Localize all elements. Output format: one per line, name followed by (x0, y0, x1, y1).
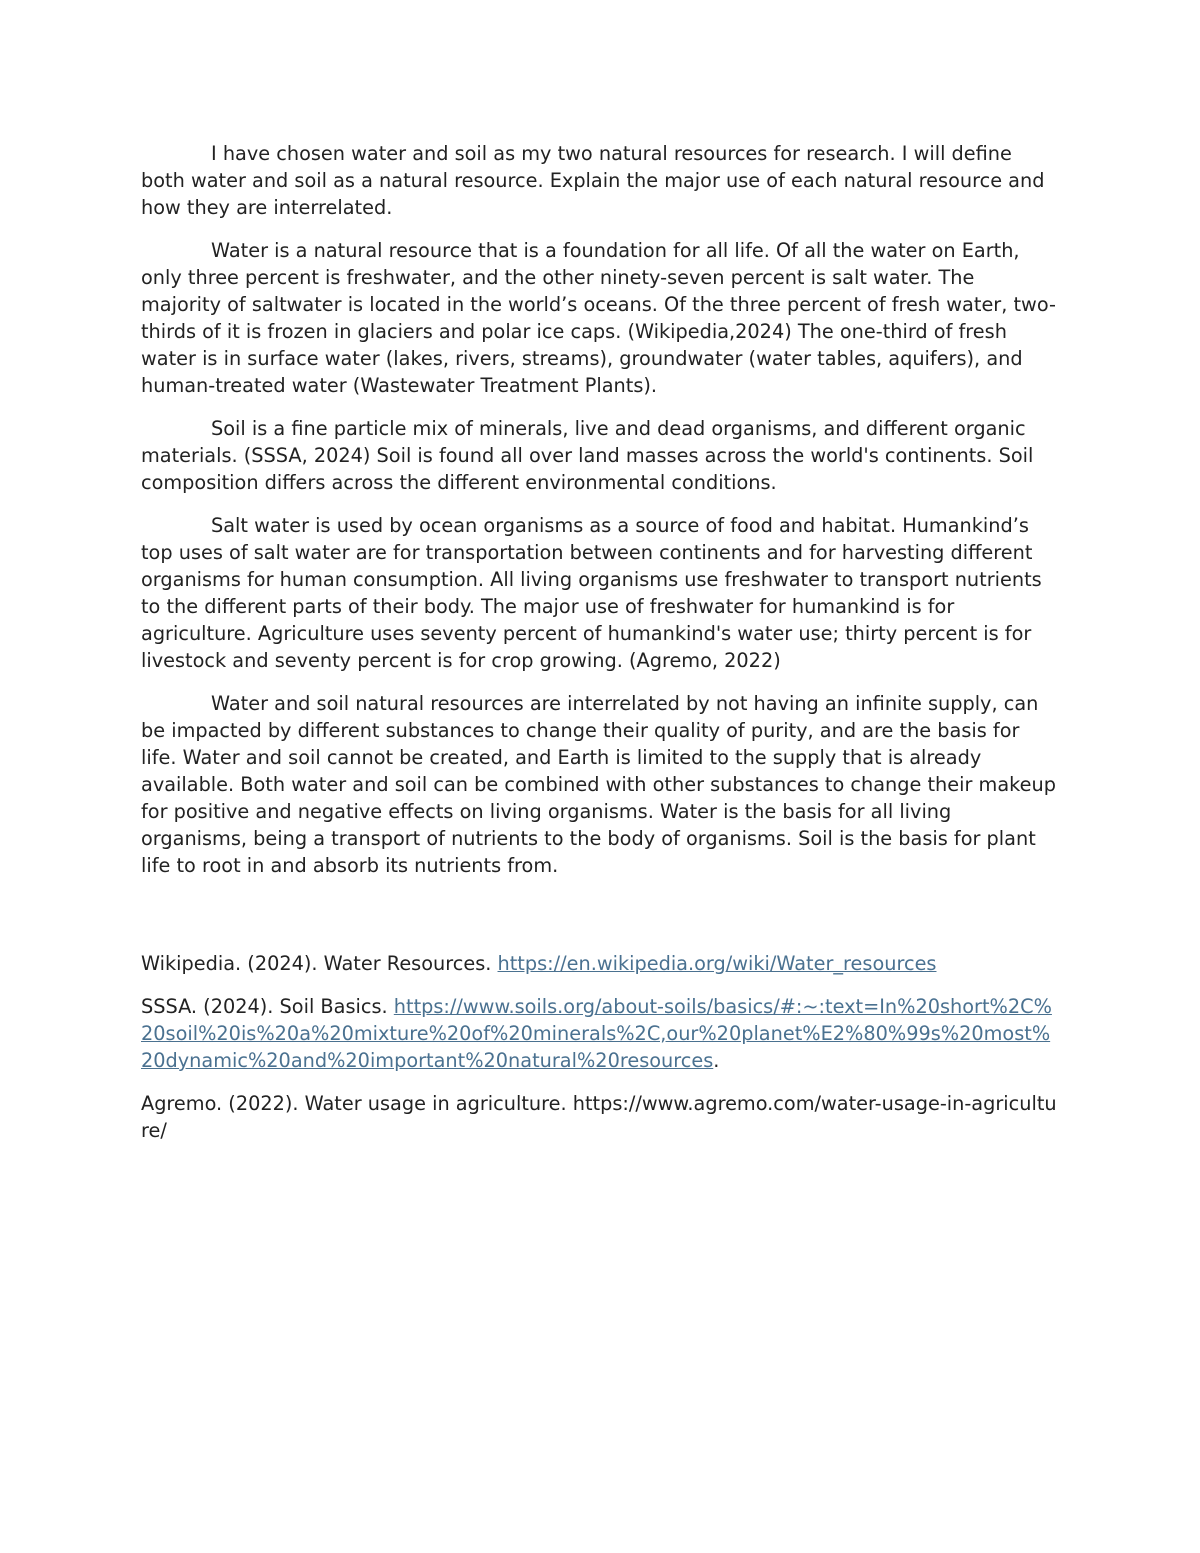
paragraph-interrelated: Water and soil natural resources are interrelated by not having an infinite supply, can be impacted by different substances to change their quality of purity, and are the basis for life. Water and soil cannot be created, and Earth is limited to the supply that is already available. Both water and soil can be combined with other substances to change their makeup for positive and negative effects on living organisms. Water is the basis for all living organisms, being a transport of nutrients to the body of organisms. Soil is the basis for plant life to root in and absorb its nutrients from. (141, 692, 1056, 877)
reference-citation: SSSA. (2024). Soil Basics. (141, 995, 394, 1018)
reference-agremo (141, 1090, 1059, 1144)
reference-sssa (141, 993, 1059, 1074)
paragraph-water: Water is a natural resource that is a foundation for all life. Of all the water on Earth, only three percent is freshwater, and the other ninety-seven percent is salt water. The majority of saltwater is located in the world’s oceans. Of the three percent of fresh water, two-thirds of it is frozen in glaciers and polar ice caps. (Wikipedia,2024) The one-third of fresh water is in surface water (lakes, rivers, streams), groundwater (water tables, aquifers), and human-treated water (Wastewater Treatment Plants). (141, 239, 1056, 397)
reference-suffix: . (713, 1049, 720, 1072)
reference-citation: Wikipedia. (2024). Water Resources. (141, 952, 498, 975)
reference-url: https://www.agremo.com/water-usage-in-agriculture/ (141, 1092, 1057, 1142)
reference-link[interactable]: https://en.wikipedia.org/wiki/Water_resources (497, 952, 937, 975)
document-body (141, 140, 1059, 1160)
paragraph-intro: I have chosen water and soil as my two natural resources for research. I will define both water and soil as a natural resource. Explain the major use of each natural resource and how they are interrelated. (141, 142, 1045, 219)
reference-wikipedia (141, 950, 1059, 977)
paragraph-soil: Soil is a fine particle mix of minerals, live and dead organisms, and different organic materials. (SSSA, 2024) Soil is found all over land masses across the world's continents. Soil composition differs across the different environmental conditions. (141, 417, 1034, 494)
paragraph-uses: Salt water is used by ocean organisms as a source of food and habitat. Humankind’s top uses of salt water are for transportation between continents and for harvesting different organisms for human consumption. All living organisms use freshwater to transport nutrients to the different parts of their body. The major use of freshwater for humankind is for agriculture. Agriculture uses seventy percent of humankind's water use; thirty percent is for livestock and seventy percent is for crop growing. (Agremo, 2022) (141, 514, 1042, 672)
reference-link[interactable]: https://www.soils.org/about-soils/basics/#:~:text=In%20short%2C%20soil%20is%20a%20mixture%20of%20minerals%2C,our%20planet%E2%80%99s%20most%20dynamic%20and%20important%20natural%20resources (141, 995, 1052, 1072)
reference-citation: Agremo. (2022). Water usage in agriculture. (141, 1092, 573, 1115)
section-spacer (141, 895, 1059, 950)
